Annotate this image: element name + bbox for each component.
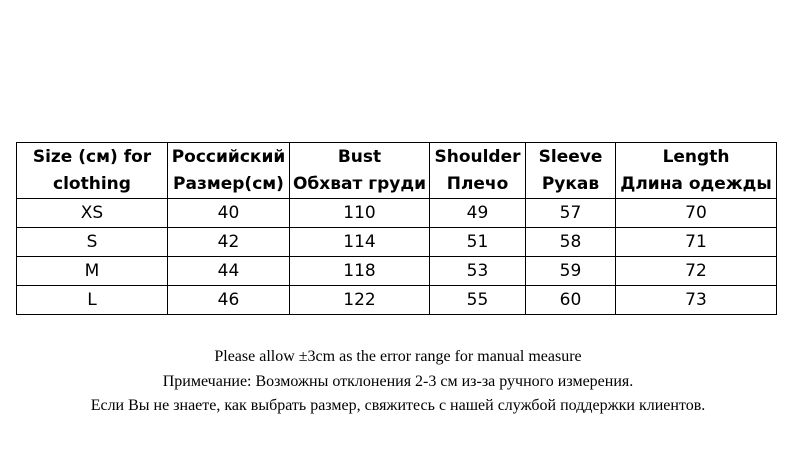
header-size — [17, 143, 168, 199]
table-cell: L — [17, 286, 168, 315]
table-cell: 73 — [616, 286, 777, 315]
header-sleeve-line2: Рукав — [541, 173, 600, 194]
note-error-range: Please allow ±3cm as the error range for manual measure — [214, 348, 582, 365]
table-cell: 44 — [168, 257, 290, 286]
header-shoulder-line1: Shoulder — [434, 146, 521, 167]
table-cell: 40 — [168, 199, 290, 228]
header-sleeve — [526, 143, 616, 199]
size-chart-table — [16, 142, 777, 315]
table-cell: 42 — [168, 228, 290, 257]
table-cell: 122 — [290, 286, 430, 315]
table-cell: 53 — [430, 257, 526, 286]
header-sleeve-line1: Sleeve — [538, 146, 603, 167]
table-header-row — [17, 143, 777, 199]
header-russian-size-line1: Российский — [171, 146, 286, 167]
header-length-line1: Length — [662, 146, 730, 167]
header-russian-size-line2: Размер(см) — [173, 173, 284, 194]
table-cell: M — [17, 257, 168, 286]
table-cell: 114 — [290, 228, 430, 257]
header-size-line1: Size (см) for — [32, 146, 152, 167]
header-shoulder-line2: Плечо — [446, 173, 509, 194]
table-cell: 55 — [430, 286, 526, 315]
table-cell: 118 — [290, 257, 430, 286]
measurement-notes — [0, 345, 796, 419]
header-size-line2: clothing — [53, 173, 131, 194]
header-shoulder — [430, 143, 526, 199]
header-bust — [290, 143, 430, 199]
header-bust-line1: Bust — [337, 146, 382, 167]
table-cell: 57 — [526, 199, 616, 228]
table-cell: 58 — [526, 228, 616, 257]
table-row — [17, 199, 777, 228]
table-row — [17, 286, 777, 315]
table-cell: 71 — [616, 228, 777, 257]
table-cell: 72 — [616, 257, 777, 286]
note-contact-support: Если Вы не знаете, как выбрать размер, свяжитесь с нашей службой поддержки клиентов. — [90, 397, 706, 414]
table-cell: 60 — [526, 286, 616, 315]
table-cell: 70 — [616, 199, 777, 228]
table-cell: 49 — [430, 199, 526, 228]
header-russian-size — [168, 143, 290, 199]
table-cell: 51 — [430, 228, 526, 257]
table-row — [17, 228, 777, 257]
table-row — [17, 257, 777, 286]
table-cell: 46 — [168, 286, 290, 315]
header-length — [616, 143, 777, 199]
table-cell: 59 — [526, 257, 616, 286]
note-deviation-russian: Примечание: Возможны отклонения 2-3 см из-за ручного измерения. — [162, 372, 634, 390]
header-length-line2: Длина одежды — [620, 173, 772, 194]
table-cell: S — [17, 228, 168, 257]
table-cell: 110 — [290, 199, 430, 228]
header-bust-line2: Обхват груди — [292, 173, 427, 194]
table-cell: XS — [17, 199, 168, 228]
